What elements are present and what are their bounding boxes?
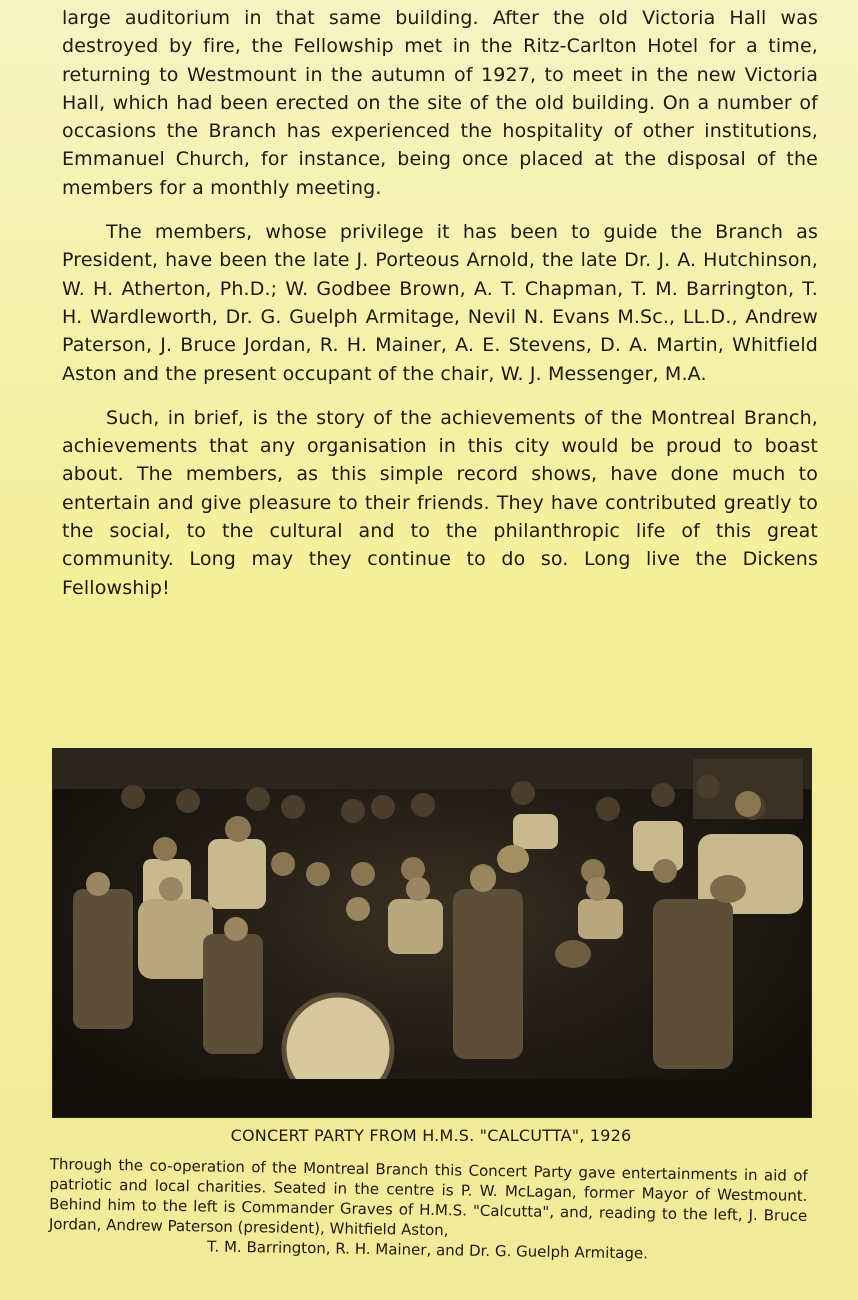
photo-caption-body: Through the co-operation of the Montreal Branch this Concert Party gave entertainments in aid of patriotic and local charities. Seated in the centre is P. W. McLagan, former Mayor of Westmount. Behind him to the left is Commander Graves of H.M.S. "Calcutta", and, reading to the left, J. Bruce Jordan, Andrew Paterson (president), Whitfield Aston, (48, 1154, 808, 1240)
photo-caption-title: CONCERT PARTY FROM H.M.S. "CALCUTTA", 1926 (230, 1126, 632, 1145)
paragraph-2: The members, whose privilege it has been to guide the Branch as President, have been the late J. Porteous Arnold, the late Dr. J. A. Hutchinson, W. H. Atherton, Ph.D.; W. Godbee Brown, A. T. Chapman, T. M. Barrington, T. H. Wardleworth, Dr. G. Guelph Armitage, Nevil N. Evans M.Sc., LL.D., Andrew Paterson, J. Bruce Jordan, R. H. Mainer, A. E. Stevens, D. A. Martin, Whitfield Aston and the present occupant of the chair, W. J. Messenger, M.A. (62, 221, 818, 385)
paragraph-3: Such, in brief, is the story of the achievements of the Montreal Branch, achievements that any organisation in this city would be proud to boast about. The members, as this simple record shows, have done much to entertain and give pleasure to their friends. They have contributed greatly to the social, to the cultural and to the philanthropic life of this great community. Long may they continue to do so. Long live the Dickens Fellowship! (62, 406, 818, 599)
paragraph-1: large auditorium in that same building. After the old Victoria Hall was destroyed by fire, the Fellowship met in the Ritz-Carlton Hotel for a time, returning to Westmount in the autumn of 1927, to meet in the new Victoria Hall, which had been erected on the site of the old building. On a number of occasions the Branch has experienced the hospitality of other institutions, Emmanuel Church, for instance, being once placed at the disposal of the members for a monthly meeting. (62, 7, 818, 199)
photo-caption (48, 1154, 807, 1266)
group-photograph (52, 748, 812, 1118)
photo-caption-last-line: T. M. Barrington, R. H. Mainer, and Dr. G. Guelph Armitage. (206, 1237, 649, 1263)
body-text (62, 4, 818, 618)
